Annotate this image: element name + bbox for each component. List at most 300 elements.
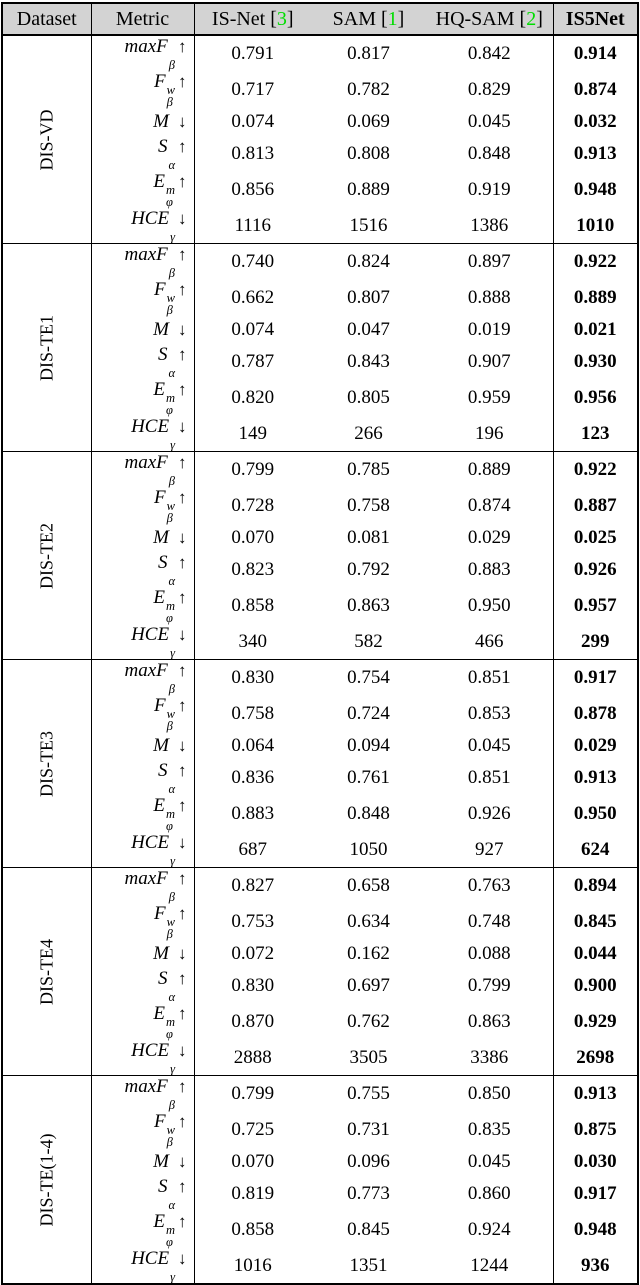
metric-value: 0.860 (467, 1182, 511, 1204)
metric-sup-sub (168, 1187, 175, 1211)
metric-sup-sub (168, 147, 175, 171)
metric-sup-sub (166, 808, 175, 832)
header-method-sam (311, 3, 426, 35)
metric-superscript: w (166, 83, 175, 97)
method-name: IS5Net (565, 7, 625, 30)
metric-symbol: E (153, 1211, 165, 1232)
metric-label (91, 968, 194, 1003)
metric-value: 0.843 (347, 350, 390, 372)
metric-sup-sub (167, 500, 175, 524)
metric-label (91, 35, 194, 71)
metric-subscript: φ (165, 1027, 173, 1041)
metric-value: 0.894 (553, 868, 638, 904)
metric-sup-sub (167, 84, 175, 108)
metric-label (91, 868, 194, 904)
metric-symbol: F (154, 71, 166, 92)
metric-symbol: HCE (131, 208, 170, 229)
metric-value: 0.848 (347, 802, 390, 824)
metric-sup-sub (169, 47, 175, 71)
metric-subscript: γ (170, 646, 175, 660)
metric-sup-sub (170, 635, 175, 659)
arrow-down-icon: ↓ (178, 625, 187, 644)
metric-sup-sub (168, 563, 175, 587)
table-row (2, 587, 638, 624)
metric-value: 0.792 (347, 558, 390, 580)
metric-value: 299 (553, 624, 638, 660)
dataset-label: DIS-TE4 (36, 938, 57, 1005)
metric-subscript: β (166, 95, 173, 109)
arrow-up-icon: ↑ (178, 380, 187, 399)
metric-symbol: HCE (131, 832, 170, 853)
metric-value: 624 (553, 832, 638, 868)
table-row (2, 524, 638, 552)
metric-value: 0.805 (347, 386, 390, 408)
arrow-up-icon: ↑ (178, 1112, 187, 1131)
arrow-down-icon: ↓ (178, 1041, 187, 1060)
metric-symbol: F (154, 903, 166, 924)
metric-value: 936 (553, 1248, 638, 1284)
metric-superscript: m (165, 807, 175, 821)
metric-value: 0.948 (553, 171, 638, 208)
metric-value: 0.728 (231, 494, 275, 516)
metric-sup-sub (167, 1124, 175, 1148)
metric-value: 0.662 (231, 286, 275, 308)
metric-subscript: β (168, 682, 175, 696)
arrow-up-icon: ↑ (178, 1212, 187, 1231)
arrow-up-icon: ↑ (178, 245, 187, 264)
metric-symbol: F (154, 695, 166, 716)
metric-label (91, 1040, 194, 1076)
metric-value: 0.799 (231, 458, 275, 480)
metric-value: 0.858 (231, 1218, 275, 1240)
metric-value: 0.021 (553, 316, 638, 344)
arrow-down-icon: ↓ (178, 528, 187, 547)
table-row (2, 316, 638, 344)
dataset-block (2, 452, 638, 660)
metric-value: 0.851 (467, 666, 511, 688)
metric-value: 0.948 (553, 1211, 638, 1248)
metric-value: 0.754 (347, 666, 390, 688)
citation-number[interactable]: 3 (276, 7, 287, 30)
metric-value: 0.044 (553, 940, 638, 968)
arrow-up-icon: ↑ (178, 72, 187, 91)
metric-sup-sub (167, 708, 175, 732)
metric-value: 0.755 (347, 1082, 390, 1104)
table-row (2, 695, 638, 732)
table-row (2, 1076, 638, 1112)
metric-value: 0.697 (347, 974, 390, 996)
method-name: HQ-SAM (435, 7, 520, 30)
metric-value: 0.069 (347, 111, 390, 132)
metric-subscript: β (168, 58, 175, 72)
metric-value: 0.836 (231, 766, 275, 788)
metric-sup-sub (166, 600, 175, 624)
metric-symbol: E (153, 1003, 165, 1024)
metric-value: 0.922 (553, 244, 638, 280)
metric-subscript: φ (165, 819, 173, 833)
table-row (2, 208, 638, 244)
metric-sup-sub (170, 1051, 175, 1075)
metric-value: 0.030 (553, 1148, 638, 1176)
metric-value: 0.019 (467, 319, 511, 340)
metric-sup-sub (168, 979, 175, 1003)
metric-value: 0.863 (347, 594, 390, 616)
metric-value: 0.047 (347, 319, 390, 340)
arrow-up-icon: ↑ (178, 553, 187, 572)
metric-value: 0.762 (347, 1010, 390, 1032)
metric-value: 0.924 (467, 1218, 511, 1240)
metric-symbol: maxF (124, 660, 168, 681)
metric-label (91, 136, 194, 171)
header-method-hqsam (426, 3, 553, 35)
metric-value: 0.848 (467, 142, 511, 164)
metric-label (91, 940, 194, 968)
metric-symbol: M (153, 735, 169, 756)
metric-label (91, 732, 194, 760)
metric-value: 0.914 (553, 35, 638, 71)
metric-value: 0.835 (467, 1118, 511, 1140)
metric-value: 0.926 (467, 802, 511, 824)
metric-label (91, 695, 194, 732)
table-row (2, 795, 638, 832)
metric-value: 0.883 (467, 558, 511, 580)
table-row (2, 832, 638, 868)
table-row (2, 452, 638, 488)
table-row (2, 1040, 638, 1076)
metric-superscript (170, 1259, 175, 1271)
metric-sup-sub (170, 1259, 175, 1283)
metric-value: 0.926 (553, 552, 638, 587)
metric-subscript: α (168, 782, 175, 796)
metric-sup-sub (169, 255, 175, 279)
metric-value: 0.791 (231, 42, 275, 64)
metric-label (91, 660, 194, 696)
metric-subscript: α (168, 158, 175, 172)
metric-value: 0.813 (231, 142, 275, 164)
arrow-up-icon: ↑ (178, 453, 187, 472)
arrow-up-icon: ↑ (178, 869, 187, 888)
table-row (2, 416, 638, 452)
metric-value: 1386 (470, 214, 509, 236)
metric-symbol: HCE (131, 624, 170, 645)
metric-label (91, 903, 194, 940)
metric-value: 0.845 (553, 903, 638, 940)
metric-value: 1016 (233, 1254, 272, 1276)
metric-subscript: γ (170, 854, 175, 868)
arrow-up-icon: ↑ (178, 488, 187, 507)
metric-superscript: w (166, 499, 175, 513)
cite-bracket-close: ] (536, 7, 543, 30)
metric-symbol: M (153, 943, 169, 964)
arrow-down-icon: ↓ (178, 112, 187, 131)
metric-value: 0.731 (347, 1118, 390, 1140)
metric-symbol: maxF (124, 244, 168, 265)
metric-label (91, 171, 194, 208)
metric-value: 0.045 (467, 735, 511, 756)
metric-subscript: β (168, 474, 175, 488)
metric-value: 0.830 (231, 974, 275, 996)
arrow-up-icon: ↑ (178, 137, 187, 156)
metric-superscript: w (166, 707, 175, 721)
dataset-label: DIS-TE(1-4) (36, 1133, 57, 1226)
metric-value: 0.162 (347, 943, 390, 964)
table-row (2, 244, 638, 280)
dataset-block (2, 660, 638, 868)
metric-value: 2888 (233, 1046, 272, 1068)
arrow-down-icon: ↓ (178, 1152, 187, 1171)
table-row (2, 35, 638, 71)
metric-symbol: M (153, 527, 169, 548)
table-row (2, 868, 638, 904)
metric-value: 0.853 (467, 702, 511, 724)
dataset-cell (2, 35, 91, 244)
metric-value: 0.081 (347, 527, 390, 548)
metric-subscript: β (166, 927, 173, 941)
table-row (2, 732, 638, 760)
arrow-up-icon: ↑ (178, 761, 187, 780)
metric-value: 0.956 (553, 379, 638, 416)
dataset-cell (2, 244, 91, 452)
metric-sup-sub (166, 184, 175, 208)
metric-label (91, 552, 194, 587)
metric-value: 0.950 (467, 594, 511, 616)
metric-superscript: m (165, 1223, 175, 1237)
metric-value: 1050 (349, 838, 388, 860)
metric-subscript: β (166, 303, 173, 317)
metric-symbol: HCE (131, 1040, 170, 1061)
metric-symbol: HCE (131, 416, 170, 437)
metric-superscript: w (166, 1123, 175, 1137)
metric-subscript: α (168, 574, 175, 588)
metric-symbol: S (157, 968, 168, 989)
dataset-cell (2, 452, 91, 660)
metric-subscript: φ (165, 403, 173, 417)
metric-value: 0.913 (553, 760, 638, 795)
header-metric: Metric (91, 3, 194, 35)
metric-value: 0.824 (347, 250, 390, 272)
metric-sup-sub (169, 879, 175, 903)
metric-subscript: β (166, 1135, 173, 1149)
metric-value: 0.907 (467, 350, 511, 372)
metric-value: 0.889 (467, 458, 511, 480)
metric-value: 123 (553, 416, 638, 452)
table-row (2, 1176, 638, 1211)
metric-value: 0.088 (467, 943, 511, 964)
table-row (2, 279, 638, 316)
metric-value: 3505 (349, 1046, 388, 1068)
metric-value: 0.740 (231, 250, 275, 272)
metric-symbol: M (153, 1151, 169, 1172)
table-row (2, 1148, 638, 1176)
metric-symbol: E (153, 379, 165, 400)
metric-subscript: α (168, 990, 175, 1004)
metric-value: 0.074 (231, 111, 275, 132)
metric-label (91, 760, 194, 795)
metric-symbol: maxF (124, 452, 168, 473)
table-row (2, 624, 638, 660)
metric-value: 1010 (553, 208, 638, 244)
arrow-up-icon: ↑ (178, 1077, 187, 1096)
arrow-down-icon: ↓ (178, 1249, 187, 1268)
metric-subscript: γ (170, 230, 175, 244)
metric-value: 0.889 (553, 279, 638, 316)
metric-value: 0.889 (347, 178, 390, 200)
dataset-block (2, 868, 638, 1076)
metric-sup-sub (168, 355, 175, 379)
metric-value: 1351 (349, 1254, 388, 1276)
metric-value: 1516 (349, 214, 388, 236)
metric-value: 0.930 (553, 344, 638, 379)
metric-value: 0.919 (467, 178, 511, 200)
metric-sup-sub (169, 671, 175, 695)
metric-label (91, 452, 194, 488)
metric-superscript: m (165, 183, 175, 197)
cite-bracket-close: ] (397, 7, 405, 30)
metric-label (91, 1248, 194, 1284)
metric-superscript: w (166, 915, 175, 929)
metric-label (91, 1176, 194, 1211)
metric-subscript: φ (165, 611, 173, 625)
metric-value: 0.785 (347, 458, 390, 480)
metric-value: 0.878 (553, 695, 638, 732)
metric-value: 0.913 (553, 136, 638, 171)
metric-value: 0.758 (347, 494, 390, 516)
dataset-cell (2, 660, 91, 868)
arrow-down-icon: ↓ (178, 417, 187, 436)
metric-subscript: β (168, 1098, 175, 1112)
arrow-up-icon: ↑ (178, 796, 187, 815)
table-row (2, 344, 638, 379)
metric-sup-sub (170, 427, 175, 451)
citation-number[interactable]: 2 (526, 7, 537, 30)
table-row (2, 760, 638, 795)
metric-sup-sub (168, 771, 175, 795)
metric-value: 0.782 (347, 78, 390, 100)
metric-label (91, 524, 194, 552)
metric-symbol: M (153, 319, 169, 340)
metric-value: 0.045 (467, 1151, 511, 1172)
header-dataset: Dataset (2, 3, 91, 35)
metric-value: 0.929 (553, 1003, 638, 1040)
cite-bracket-close: ] (286, 7, 294, 30)
metric-value: 0.863 (467, 1010, 511, 1032)
metric-value: 1116 (234, 214, 272, 236)
metric-label (91, 244, 194, 280)
metric-symbol: E (153, 171, 165, 192)
metric-label (91, 832, 194, 868)
metric-label (91, 1211, 194, 1248)
table-row (2, 71, 638, 108)
metric-value: 0.070 (231, 1151, 275, 1172)
metric-value: 687 (238, 838, 267, 860)
metric-value: 0.025 (553, 524, 638, 552)
metric-value: 0.913 (553, 1076, 638, 1112)
metric-value: 0.753 (231, 910, 275, 932)
table-row (2, 1003, 638, 1040)
metric-label (91, 379, 194, 416)
metric-subscript: β (168, 890, 175, 904)
metric-value: 0.799 (231, 1082, 275, 1104)
arrow-up-icon: ↑ (178, 172, 187, 191)
cite-bracket-open: [ (270, 7, 277, 30)
metric-label (91, 795, 194, 832)
table-row (2, 1111, 638, 1148)
metric-value: 0.888 (467, 286, 511, 308)
metric-label (91, 316, 194, 344)
dataset-label: DIS-TE1 (36, 314, 57, 381)
metric-value: 0.851 (467, 766, 511, 788)
metric-value: 0.858 (231, 594, 275, 616)
dataset-block (2, 244, 638, 452)
metric-sup-sub (167, 916, 175, 940)
metric-value: 0.900 (553, 968, 638, 1003)
metric-value: 582 (354, 630, 383, 652)
arrow-up-icon: ↑ (178, 345, 187, 364)
method-name: SAM (332, 7, 381, 30)
dataset-label: DIS-VD (36, 109, 57, 170)
metric-superscript (168, 1187, 175, 1199)
table-row (2, 1211, 638, 1248)
metric-value: 0.074 (231, 319, 275, 340)
table-row (2, 903, 638, 940)
dataset-cell (2, 868, 91, 1076)
metric-symbol: F (154, 1111, 166, 1132)
dataset-label: DIS-TE2 (36, 522, 57, 589)
metric-value: 466 (475, 630, 504, 652)
arrow-up-icon: ↑ (178, 1004, 187, 1023)
metric-value: 0.820 (231, 386, 275, 408)
metric-subscript: γ (170, 1270, 175, 1284)
metric-value: 0.950 (553, 795, 638, 832)
metric-value: 0.842 (467, 42, 511, 64)
metric-symbol: F (154, 487, 166, 508)
metric-sup-sub (167, 292, 175, 316)
metric-value: 0.064 (231, 735, 275, 756)
metric-value: 0.922 (553, 452, 638, 488)
arrow-down-icon: ↓ (178, 320, 187, 339)
metric-value: 0.096 (347, 1151, 390, 1172)
metric-symbol: F (154, 279, 166, 300)
table-row (2, 379, 638, 416)
metric-superscript: m (165, 599, 175, 613)
metric-superscript: m (165, 391, 175, 405)
metric-symbol: E (153, 795, 165, 816)
metric-value: 0.763 (467, 874, 511, 896)
metric-value: 0.875 (553, 1111, 638, 1148)
metric-sup-sub (166, 1016, 175, 1040)
metric-value: 0.029 (467, 527, 511, 548)
metric-symbol: E (153, 587, 165, 608)
arrow-up-icon: ↑ (178, 661, 187, 680)
metric-subscript: β (166, 719, 173, 733)
metric-value: 340 (238, 630, 267, 652)
metric-value: 0.072 (231, 943, 275, 964)
metric-label (91, 108, 194, 136)
metric-sup-sub (166, 1224, 175, 1248)
metric-superscript (170, 1051, 175, 1063)
metric-value: 0.808 (347, 142, 390, 164)
arrow-down-icon: ↓ (178, 944, 187, 963)
metric-value: 0.717 (231, 78, 275, 100)
metric-subscript: φ (165, 1235, 173, 1249)
metric-value: 0.897 (467, 250, 511, 272)
metric-label (91, 624, 194, 660)
citation-number[interactable]: 1 (387, 7, 398, 30)
table-row (2, 660, 638, 696)
metric-value: 3386 (470, 1046, 509, 1068)
metric-symbol: maxF (124, 36, 168, 57)
header-row (2, 3, 638, 35)
